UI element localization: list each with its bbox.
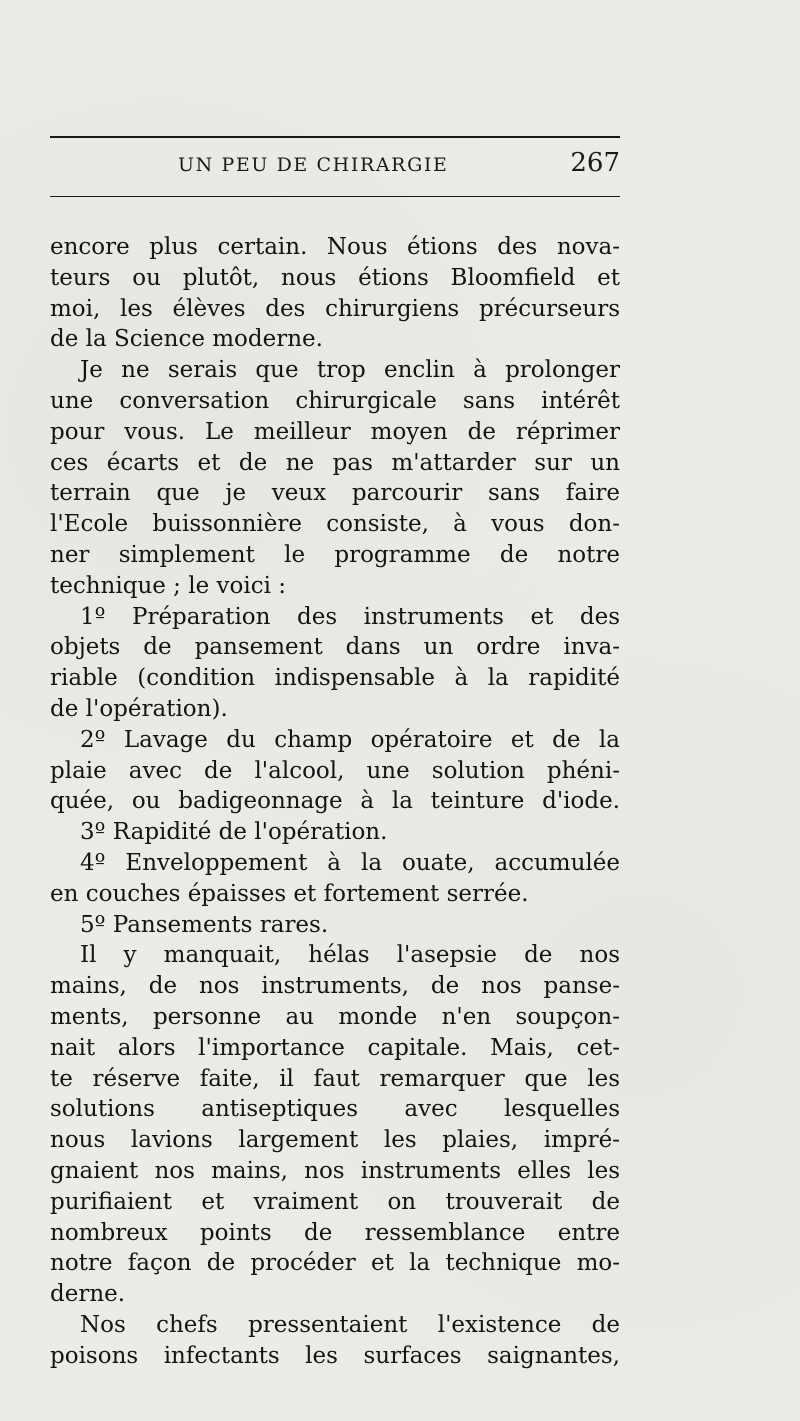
text-line: riable (condition indispensable à la rapidité (50, 665, 620, 692)
text-line: en couches épaisses et fortement serrée. (50, 880, 529, 907)
text-line: ner simplement le programme de notre (50, 541, 620, 568)
page-number: 267 (570, 148, 620, 178)
text-line: 4º Enveloppement à la ouate, accumulée (80, 849, 620, 876)
text-line: Je ne serais que trop enclin à prolonger (80, 357, 620, 384)
text-line: 5º Pansements rares. (80, 911, 329, 938)
text-line: technique ; le voici : (50, 572, 287, 599)
text-line: 2º Lavage du champ opératoire et de la (80, 726, 620, 753)
text-line: te réserve faite, il faut remarquer que les (50, 1065, 620, 1092)
text-line: quée, ou badigeonnage à la teinture d'iode. (50, 788, 620, 815)
running-title: UN PEU DE CHIRARGIE (178, 154, 449, 176)
text-line: mains, de nos instruments, de nos panse- (50, 973, 620, 1000)
header-top-rule (50, 136, 620, 138)
text-line: nombreux points de ressemblance entre (50, 1219, 620, 1246)
text-line: plaie avec de l'alcool, une solution phéni- (50, 757, 620, 784)
text-line: nous lavions largement les plaies, impré- (50, 1127, 620, 1154)
text-line: ments, personne au monde n'en soupçon- (50, 1003, 620, 1030)
text-line: objets de pansement dans un ordre inva- (50, 634, 620, 661)
text-line: encore plus certain. Nous étions des nova- (50, 234, 620, 260)
text-line: l'Ecole buissonnière consiste, à vous don- (50, 511, 620, 538)
text-line: de l'opération). (50, 695, 228, 722)
text-line: Il y manquait, hélas l'asepsie de nos (80, 942, 620, 969)
text-line: 3º Rapidité de l'opération. (80, 819, 388, 846)
running-head (50, 148, 620, 184)
header-bottom-rule (50, 196, 620, 197)
text-line: solutions antiseptiques avec lesquelles (50, 1096, 620, 1123)
text-line: 1º Préparation des instruments et des (80, 603, 620, 630)
text-line: Nos chefs pressentaient l'existence de (80, 1311, 620, 1338)
body-text (50, 232, 620, 1371)
text-line: teurs ou plutôt, nous étions Bloomfield et (50, 264, 620, 291)
text-line: de la Science moderne. (50, 326, 323, 353)
text-line: derne. (50, 1281, 126, 1308)
text-line: une conversation chirurgicale sans intérêt (50, 387, 620, 414)
text-line: moi, les élèves des chirurgiens précurseurs (50, 295, 620, 322)
text-line: pour vous. Le meilleur moyen de réprimer (50, 418, 620, 445)
text-line: nait alors l'importance capitale. Mais, cet- (50, 1034, 620, 1061)
text-line: terrain que je veux parcourir sans faire (50, 480, 620, 507)
text-line: purifiaient et vraiment on trouverait de (50, 1188, 620, 1215)
text-line: ces écarts et de ne pas m'attarder sur un (50, 449, 620, 476)
text-line: notre façon de procéder et la technique mo- (50, 1250, 620, 1277)
text-line: poisons infectants les surfaces saignantes, (50, 1342, 620, 1369)
text-line: gnaient nos mains, nos instruments elles les (50, 1157, 620, 1184)
